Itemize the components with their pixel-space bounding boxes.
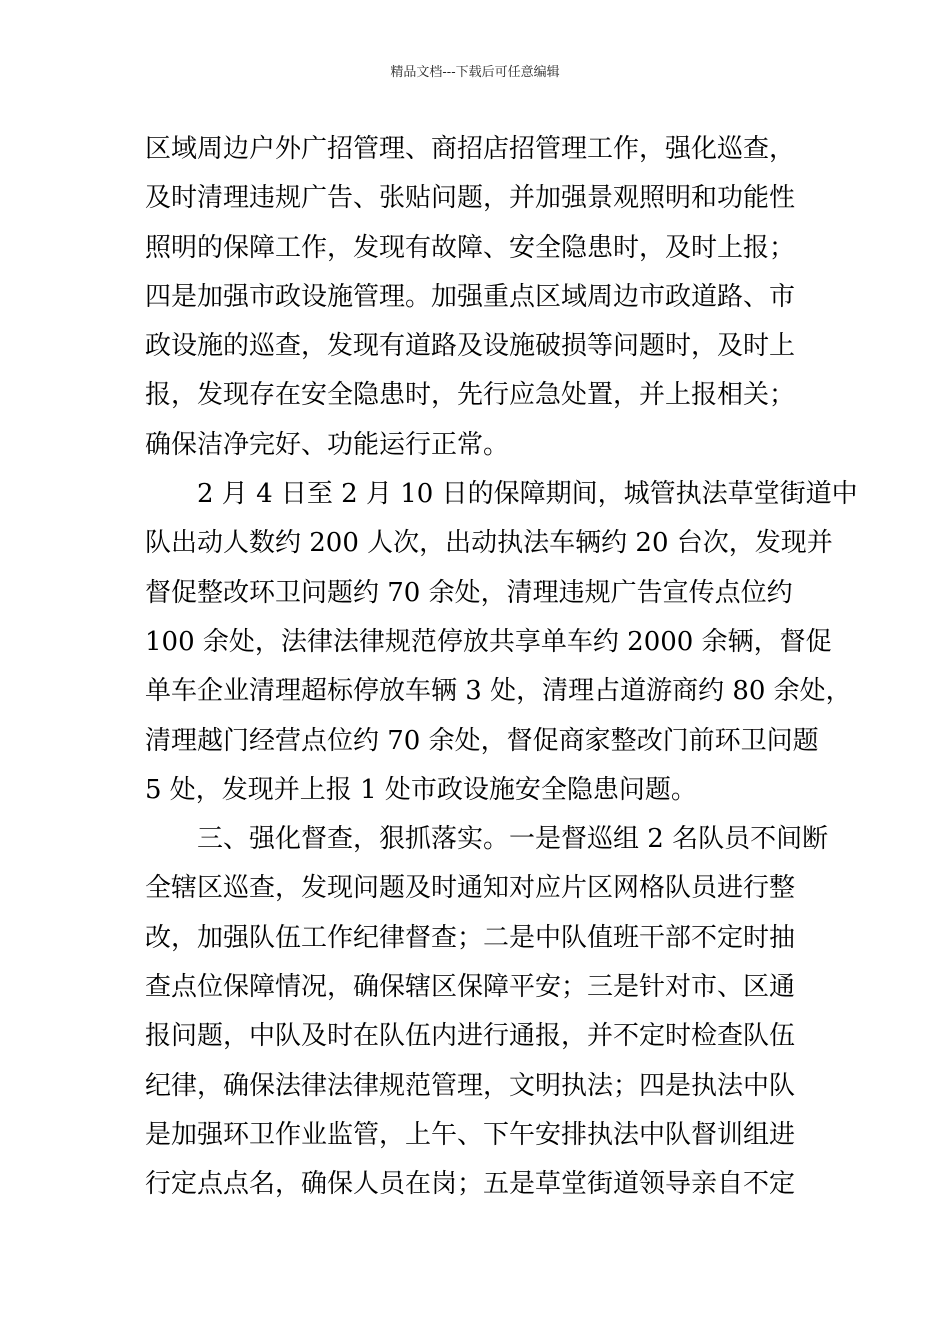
text-line: 确保洁净完好、功能运行正常。 bbox=[145, 429, 510, 460]
text-line: 是加强环卫作业监管，上午、下午安排执法中队督训组进 bbox=[145, 1119, 796, 1150]
text-line: 查点位保障情况，确保辖区保障平安；三是针对市、区通 bbox=[145, 972, 796, 1003]
text-line: 全辖区巡查，发现问题及时通知对应片区网格队员进行整 bbox=[145, 873, 796, 904]
text-line: 100 余处，法律法律规范停放共享单车约 2000 余辆，督促 bbox=[145, 626, 832, 657]
text-line: 纪律，确保法律法律规范管理，文明执法；四是执法中队 bbox=[145, 1070, 796, 1101]
text-line: 报，发现存在安全隐患时，先行应急处置，并上报相关； bbox=[145, 380, 796, 411]
text-line: 报问题，中队及时在队伍内进行通报，并不定时检查队伍 bbox=[145, 1021, 796, 1052]
page-header: 精品文档---下载后可任意编辑 bbox=[390, 65, 560, 80]
text-line: 区域周边户外广招管理、商招店招管理工作，强化巡查， bbox=[145, 134, 796, 164]
text-line: 改，加强队伍工作纪律督查；二是中队值班干部不定时抽 bbox=[145, 922, 796, 953]
text-line: 5 处，发现并上报 1 处市政设施安全隐患问题。 bbox=[145, 774, 697, 805]
text-line: 四是加强市政设施管理。加强重点区域周边市政道路、市 bbox=[145, 281, 796, 312]
text-line: 及时清理违规广告、张贴问题，并加强景观照明和功能性 bbox=[145, 183, 796, 214]
text-line: 督促整改环卫问题约 70 余处，清理违规广告宣传点位约 bbox=[145, 577, 793, 608]
text-line: 行定点点名，确保人员在岗；五是草堂街道领导亲自不定 bbox=[145, 1169, 796, 1200]
text-line: 单车企业清理超标停放车辆 3 处，清理占道游商约 80 余处， bbox=[145, 676, 852, 707]
document-body bbox=[145, 125, 858, 1210]
text-line: 队出动人数约 200 人次，出动执法车辆约 20 台次，发现并 bbox=[145, 528, 833, 559]
text-line: 2 月 4 日至 2 月 10 日的保障期间，城管执法草堂街道中 bbox=[145, 479, 858, 510]
text-line: 照明的保障工作，发现有故障、安全隐患时，及时上报； bbox=[145, 232, 796, 263]
text-line: 三、强化督查，狠抓落实。一是督巡组 2 名队员不间断 bbox=[145, 824, 829, 855]
text-line: 清理越门经营点位约 70 余处，督促商家整改门前环卫问题 bbox=[145, 725, 819, 756]
text-line: 政设施的巡查，发现有道路及设施破损等问题时，及时上 bbox=[145, 331, 796, 362]
